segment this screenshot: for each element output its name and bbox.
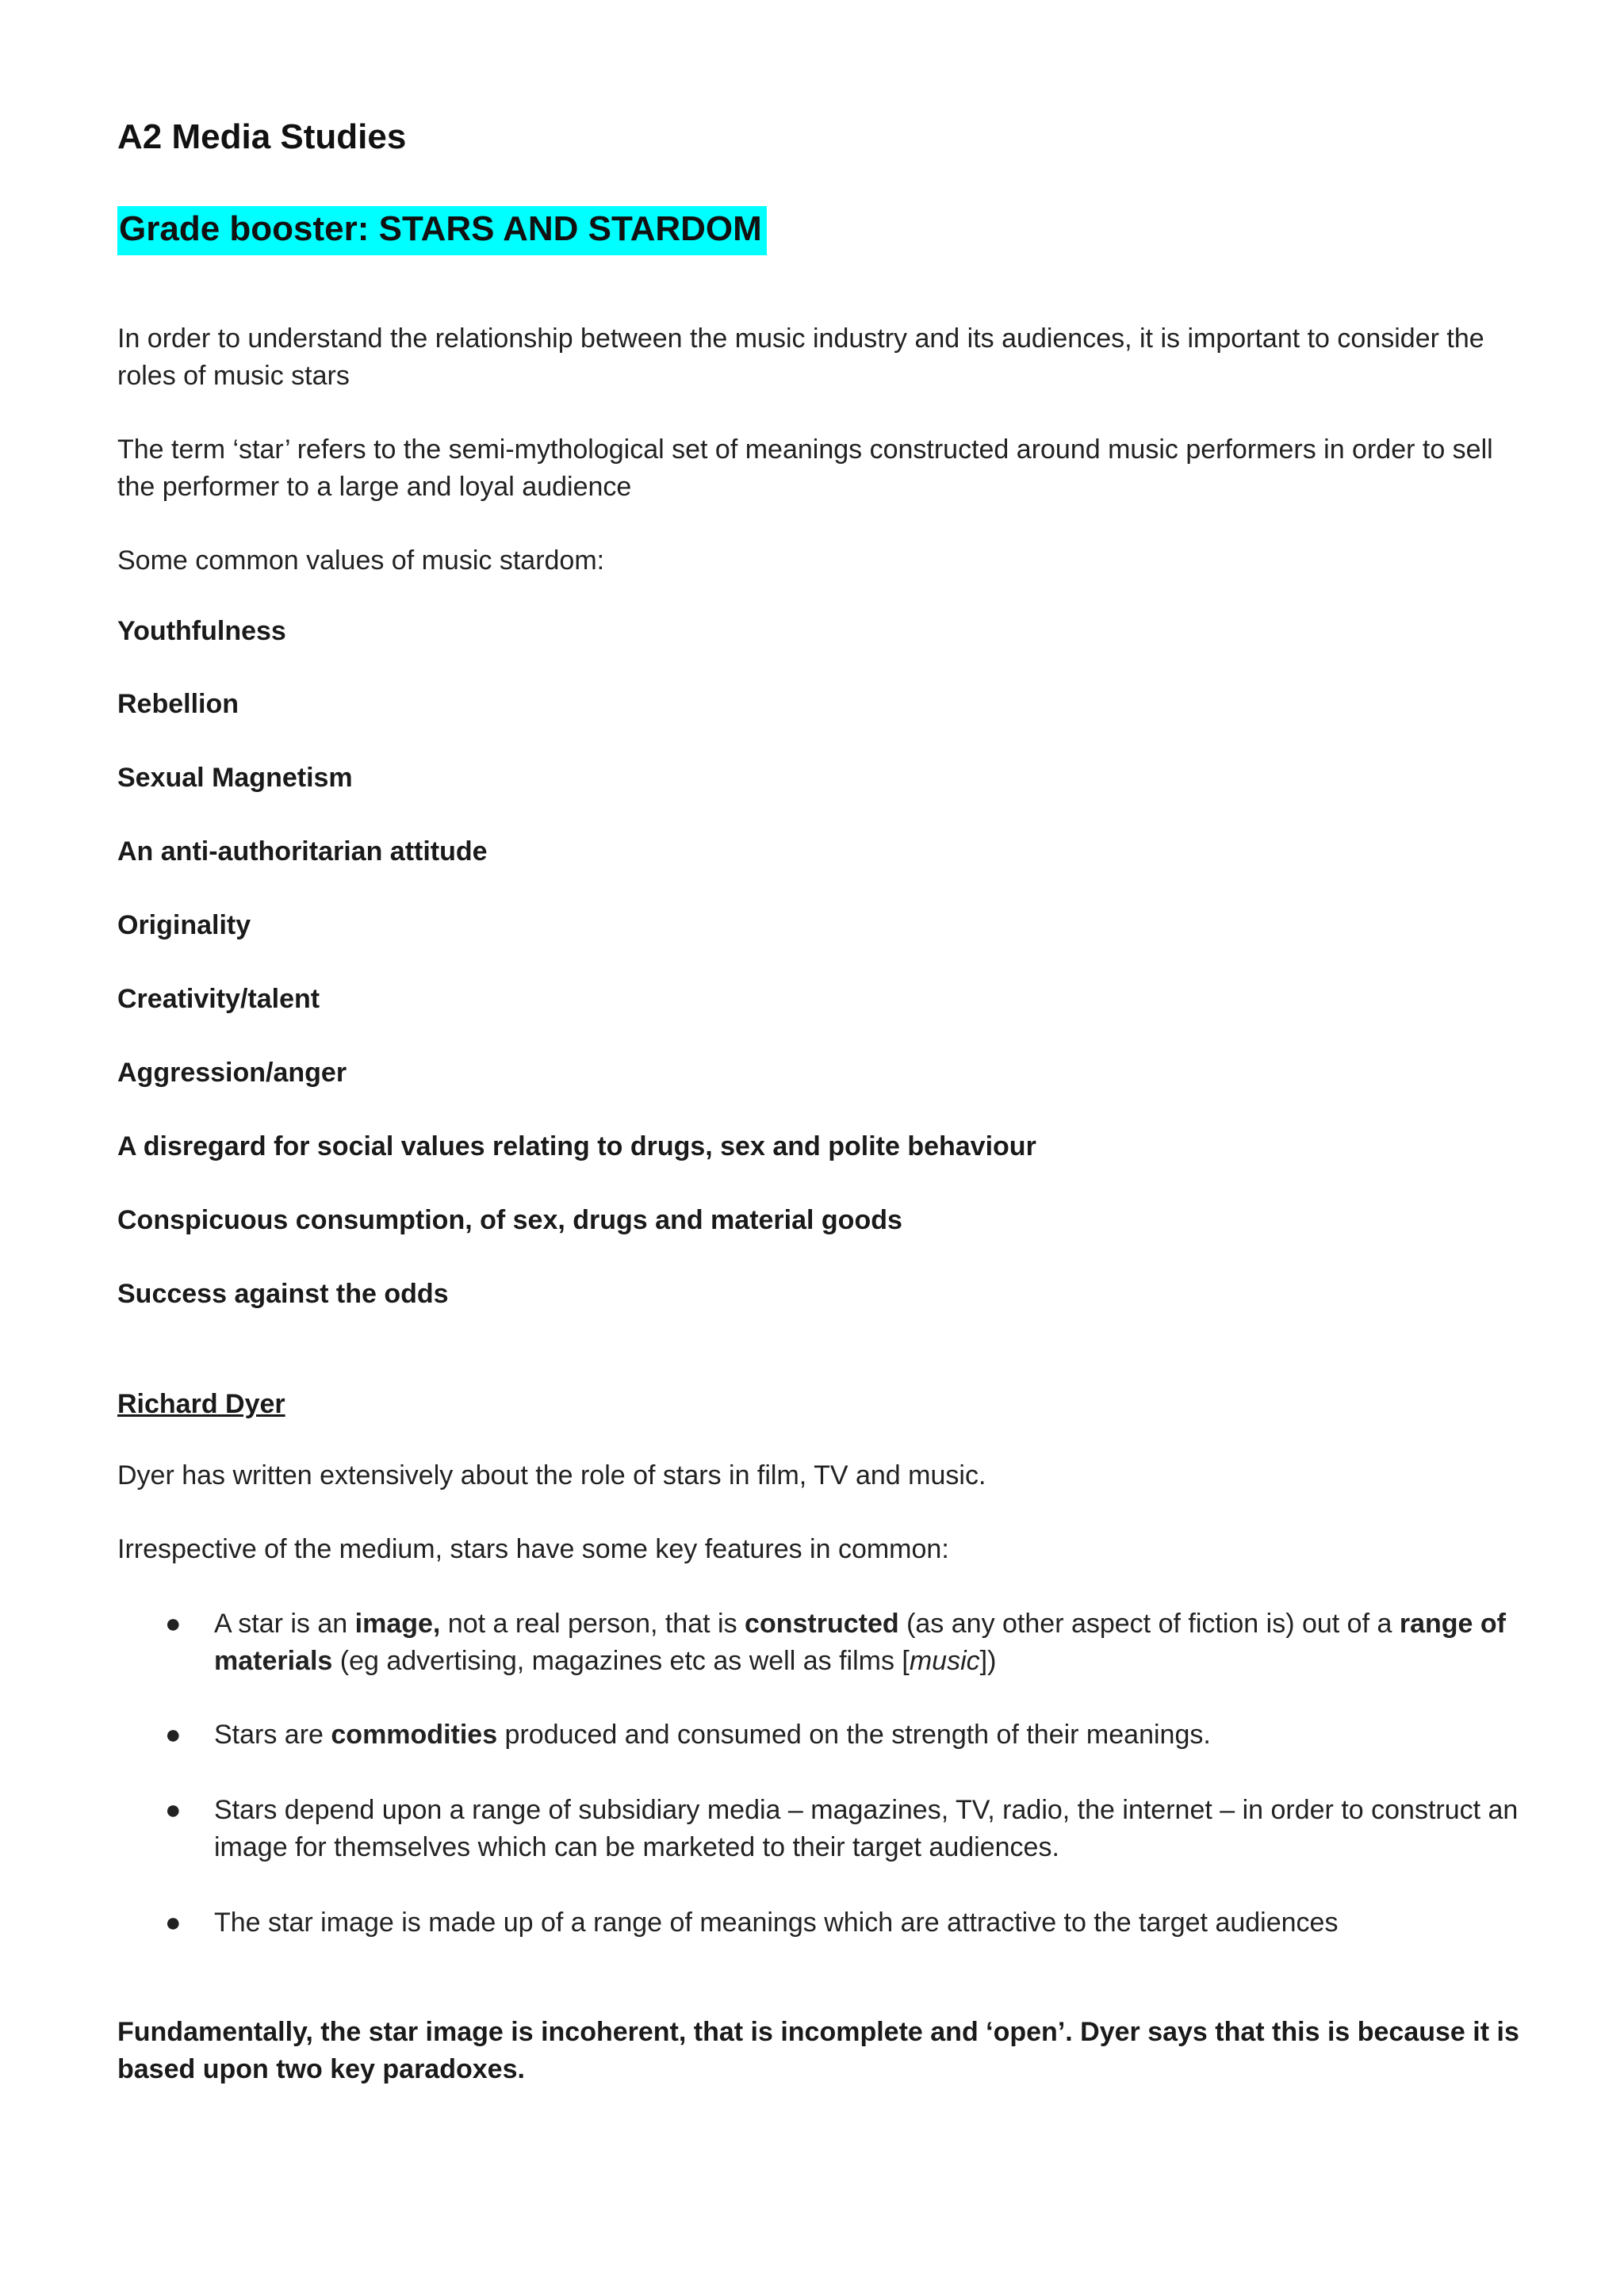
bullet-item-star-image: ● The star image is made up of a range of meanings which are attractive to the target audiences <box>214 1904 1522 1942</box>
richard-dyer-heading: Richard Dyer <box>117 1389 285 1419</box>
stardom-value: Sexual Magnetism <box>117 763 353 793</box>
intro-paragraph-1: In order to understand the relationship between the music industry and its audiences, it is important to consider the roles of music stars <box>117 323 1484 391</box>
stardom-value: Aggression/anger <box>117 1058 347 1088</box>
dyer-paragraph-2: Irrespective of the medium, stars have some key features in common: <box>117 1534 949 1564</box>
stardom-value: Youthfulness <box>117 616 286 646</box>
grade-booster-heading: Grade booster: STARS AND STARDOM <box>117 206 767 255</box>
intro-paragraph-2: The term ‘star’ refers to the semi-mythological set of meanings constructed around music performers in order to sell the performer to a large and loyal audience <box>117 434 1493 502</box>
stardom-value: Success against the odds <box>117 1279 449 1309</box>
stardom-value: A disregard for social values relating to drugs, sex and polite behaviour <box>117 1131 1036 1161</box>
bullet-item-commodities: ● Stars are commodities produced and consumed on the strength of their meanings. <box>214 1716 1522 1754</box>
intro-paragraph-3: Some common values of music stardom: <box>117 545 605 576</box>
bullet-item-subsidiary-media: ● Stars depend upon a range of subsidiary media – magazines, TV, radio, the internet – in order to construct an image for themselves which can be marketed to their target audiences. <box>214 1792 1522 1866</box>
bullet-dot-icon: ● <box>165 1720 182 1750</box>
stardom-value: Originality <box>117 910 251 940</box>
bullet-dot-icon: ● <box>165 1908 182 1938</box>
document-title: A2 Media Studies <box>117 117 407 156</box>
closing-paragraph: Fundamentally, the star image is incoherent, that is incomplete and ‘open’. Dyer says that this is because it is based upon two key paradoxes. <box>117 2017 1519 2084</box>
stardom-value: An anti-authoritarian attitude <box>117 836 488 867</box>
bullet-item-image: ● A star is an image, not a real person, that is constructed (as any other aspect of fiction is) out of a range of materials (eg advertising, magazines etc as well as films [music]) <box>214 1605 1522 1680</box>
dyer-paragraph-1: Dyer has written extensively about the role of stars in film, TV and music. <box>117 1460 986 1490</box>
bullet-dot-icon: ● <box>165 1795 182 1825</box>
stardom-value: Creativity/talent <box>117 984 320 1014</box>
stardom-value: Rebellion <box>117 689 239 719</box>
bullet-dot-icon: ● <box>165 1609 182 1639</box>
stardom-value: Conspicuous consumption, of sex, drugs and material goods <box>117 1205 902 1235</box>
